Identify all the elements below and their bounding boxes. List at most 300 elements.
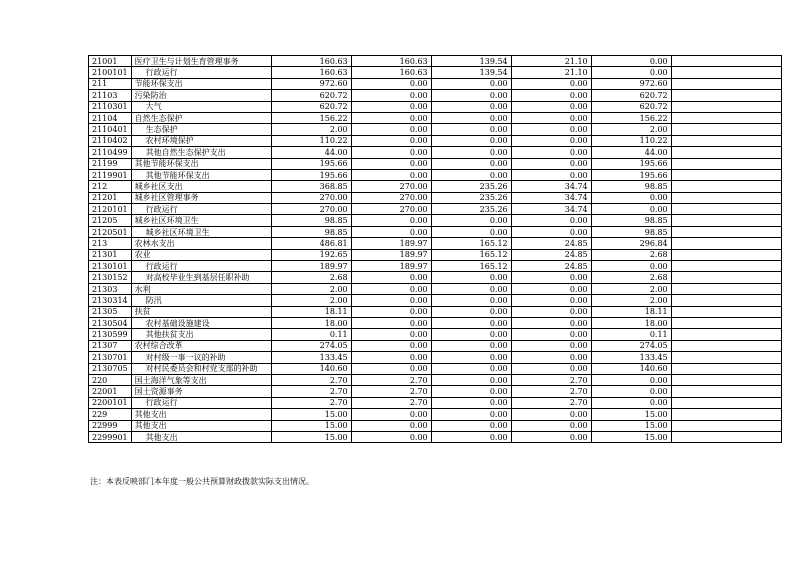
public-expenditure-cell: 0.00	[511, 306, 591, 317]
budget-table-body	[89, 56, 782, 443]
project-expenditure-cell: 620.72	[591, 101, 671, 112]
empty-cell	[671, 386, 781, 397]
subject-code-cell: 2130314	[89, 295, 132, 306]
personnel-expenditure-cell: 0.00	[431, 420, 511, 431]
table-row	[89, 78, 782, 89]
subject-code-cell: 22999	[89, 420, 132, 431]
total-cell: 486.81	[271, 238, 351, 249]
empty-cell	[671, 431, 781, 442]
project-expenditure-cell: 98.85	[591, 181, 671, 192]
personnel-expenditure-cell: 0.00	[431, 147, 511, 158]
basic-expenditure-cell: 2.70	[351, 374, 431, 385]
total-cell: 18.00	[271, 317, 351, 328]
total-cell: 160.63	[271, 56, 351, 67]
total-cell: 2.70	[271, 386, 351, 397]
project-expenditure-cell: 0.00	[591, 397, 671, 408]
subject-code-cell: 2130504	[89, 317, 132, 328]
basic-expenditure-cell: 189.97	[351, 261, 431, 272]
table-row	[89, 249, 782, 260]
empty-cell	[671, 340, 781, 351]
basic-expenditure-cell: 0.00	[351, 409, 431, 420]
total-cell: 368.85	[271, 181, 351, 192]
subject-name-cell: 生态保护	[131, 124, 271, 135]
basic-expenditure-cell: 0.00	[351, 306, 431, 317]
table-row	[89, 431, 782, 442]
table-row	[89, 101, 782, 112]
subject-name-cell: 节能环保支出	[131, 78, 271, 89]
empty-cell	[671, 226, 781, 237]
table-row	[89, 238, 782, 249]
total-cell: 2.00	[271, 124, 351, 135]
project-expenditure-cell: 972.60	[591, 78, 671, 89]
personnel-expenditure-cell: 0.00	[431, 90, 511, 101]
total-cell: 270.00	[271, 204, 351, 215]
public-expenditure-cell: 34.74	[511, 181, 591, 192]
project-expenditure-cell: 15.00	[591, 431, 671, 442]
public-expenditure-cell: 0.00	[511, 169, 591, 180]
personnel-expenditure-cell: 0.00	[431, 431, 511, 442]
subject-code-cell: 2100101	[89, 67, 132, 78]
public-expenditure-cell: 0.00	[511, 272, 591, 283]
basic-expenditure-cell: 0.00	[351, 226, 431, 237]
basic-expenditure-cell: 0.00	[351, 135, 431, 146]
public-expenditure-cell: 2.70	[511, 374, 591, 385]
personnel-expenditure-cell: 235.26	[431, 192, 511, 203]
subject-name-cell: 城乡社区管理事务	[131, 192, 271, 203]
subject-name-cell: 污染防治	[131, 90, 271, 101]
subject-code-cell: 2120501	[89, 226, 132, 237]
project-expenditure-cell: 15.00	[591, 420, 671, 431]
subject-name-cell: 农村基础设施建设	[131, 317, 271, 328]
subject-name-cell: 行政运行	[131, 204, 271, 215]
public-expenditure-cell: 0.00	[511, 158, 591, 169]
personnel-expenditure-cell: 0.00	[431, 340, 511, 351]
total-cell: 18.11	[271, 306, 351, 317]
subject-name-cell: 行政运行	[131, 397, 271, 408]
project-expenditure-cell: 140.60	[591, 363, 671, 374]
empty-cell	[671, 112, 781, 123]
project-expenditure-cell: 0.11	[591, 329, 671, 340]
empty-cell	[671, 101, 781, 112]
total-cell: 0.11	[271, 329, 351, 340]
total-cell: 2.00	[271, 283, 351, 294]
public-expenditure-cell: 0.00	[511, 135, 591, 146]
empty-cell	[671, 295, 781, 306]
personnel-expenditure-cell: 0.00	[431, 78, 511, 89]
empty-cell	[671, 329, 781, 340]
subject-code-cell: 2299901	[89, 431, 132, 442]
subject-code-cell: 21305	[89, 306, 132, 317]
subject-code-cell: 2200101	[89, 397, 132, 408]
personnel-expenditure-cell: 165.12	[431, 261, 511, 272]
subject-name-cell: 大气	[131, 101, 271, 112]
project-expenditure-cell: 156.22	[591, 112, 671, 123]
subject-name-cell: 行政运行	[131, 261, 271, 272]
table-row	[89, 181, 782, 192]
table-row	[89, 306, 782, 317]
table-row	[89, 317, 782, 328]
subject-code-cell: 211	[89, 78, 132, 89]
total-cell: 98.85	[271, 215, 351, 226]
public-expenditure-cell: 0.00	[511, 90, 591, 101]
project-expenditure-cell: 110.22	[591, 135, 671, 146]
empty-cell	[671, 306, 781, 317]
total-cell: 195.66	[271, 158, 351, 169]
basic-expenditure-cell: 0.00	[351, 420, 431, 431]
total-cell: 160.63	[271, 67, 351, 78]
personnel-expenditure-cell: 0.00	[431, 352, 511, 363]
subject-code-cell: 229	[89, 409, 132, 420]
public-expenditure-cell: 0.00	[511, 124, 591, 135]
project-expenditure-cell: 195.66	[591, 158, 671, 169]
basic-expenditure-cell: 0.00	[351, 90, 431, 101]
public-expenditure-cell: 0.00	[511, 317, 591, 328]
table-row	[89, 261, 782, 272]
personnel-expenditure-cell: 0.00	[431, 124, 511, 135]
table-row	[89, 158, 782, 169]
project-expenditure-cell: 2.68	[591, 272, 671, 283]
subject-name-cell: 城乡社区环境卫生	[131, 226, 271, 237]
subject-name-cell: 农林水支出	[131, 238, 271, 249]
table-row	[89, 169, 782, 180]
public-expenditure-cell: 0.00	[511, 329, 591, 340]
total-cell: 972.60	[271, 78, 351, 89]
personnel-expenditure-cell: 0.00	[431, 283, 511, 294]
table-row	[89, 386, 782, 397]
basic-expenditure-cell: 0.00	[351, 101, 431, 112]
basic-expenditure-cell: 0.00	[351, 340, 431, 351]
basic-expenditure-cell: 2.70	[351, 386, 431, 397]
personnel-expenditure-cell: 0.00	[431, 295, 511, 306]
empty-cell	[671, 181, 781, 192]
subject-name-cell: 其他自然生态保护支出	[131, 147, 271, 158]
basic-expenditure-cell: 0.00	[351, 158, 431, 169]
subject-code-cell: 2130705	[89, 363, 132, 374]
public-expenditure-cell: 0.00	[511, 295, 591, 306]
subject-code-cell: 21307	[89, 340, 132, 351]
subject-name-cell: 扶贫	[131, 306, 271, 317]
total-cell: 15.00	[271, 420, 351, 431]
table-row	[89, 124, 782, 135]
total-cell: 2.68	[271, 272, 351, 283]
table-row	[89, 226, 782, 237]
table-row	[89, 67, 782, 78]
personnel-expenditure-cell: 0.00	[431, 169, 511, 180]
basic-expenditure-cell: 0.00	[351, 112, 431, 123]
project-expenditure-cell: 44.00	[591, 147, 671, 158]
public-expenditure-cell: 34.74	[511, 192, 591, 203]
empty-cell	[671, 374, 781, 385]
personnel-expenditure-cell: 0.00	[431, 386, 511, 397]
total-cell: 620.72	[271, 90, 351, 101]
table-footnote: 注：本表反映部门本年度一般公共预算财政拨款实际支出情况。	[90, 477, 314, 486]
subject-code-cell: 212	[89, 181, 132, 192]
table-row	[89, 272, 782, 283]
total-cell: 110.22	[271, 135, 351, 146]
personnel-expenditure-cell: 0.00	[431, 158, 511, 169]
public-expenditure-cell: 0.00	[511, 431, 591, 442]
personnel-expenditure-cell: 165.12	[431, 249, 511, 260]
public-expenditure-cell: 0.00	[511, 409, 591, 420]
personnel-expenditure-cell: 0.00	[431, 272, 511, 283]
personnel-expenditure-cell: 139.54	[431, 67, 511, 78]
public-expenditure-cell: 0.00	[511, 363, 591, 374]
public-expenditure-cell: 0.00	[511, 420, 591, 431]
personnel-expenditure-cell: 0.00	[431, 317, 511, 328]
basic-expenditure-cell: 0.00	[351, 283, 431, 294]
empty-cell	[671, 135, 781, 146]
subject-name-cell: 对高校毕业生到基层任职补助	[131, 272, 271, 283]
subject-name-cell: 防汛	[131, 295, 271, 306]
personnel-expenditure-cell: 165.12	[431, 238, 511, 249]
basic-expenditure-cell: 189.97	[351, 238, 431, 249]
empty-cell	[671, 215, 781, 226]
basic-expenditure-cell: 160.63	[351, 56, 431, 67]
subject-code-cell: 21001	[89, 56, 132, 67]
project-expenditure-cell: 2.00	[591, 124, 671, 135]
subject-code-cell: 21301	[89, 249, 132, 260]
subject-code-cell: 2130701	[89, 352, 132, 363]
basic-expenditure-cell: 0.00	[351, 272, 431, 283]
total-cell: 140.60	[271, 363, 351, 374]
basic-expenditure-cell: 0.00	[351, 317, 431, 328]
personnel-expenditure-cell: 0.00	[431, 363, 511, 374]
public-expenditure-cell: 21.10	[511, 56, 591, 67]
empty-cell	[671, 261, 781, 272]
subject-name-cell: 国土资源事务	[131, 386, 271, 397]
subject-name-cell: 水利	[131, 283, 271, 294]
subject-name-cell: 其他节能环保支出	[131, 158, 271, 169]
table-row	[89, 147, 782, 158]
project-expenditure-cell: 0.00	[591, 192, 671, 203]
subject-name-cell: 农业	[131, 249, 271, 260]
total-cell: 189.97	[271, 261, 351, 272]
empty-cell	[671, 56, 781, 67]
table-row	[89, 397, 782, 408]
empty-cell	[671, 147, 781, 158]
subject-name-cell: 国土海洋气象等支出	[131, 374, 271, 385]
subject-code-cell: 2110402	[89, 135, 132, 146]
empty-cell	[671, 192, 781, 203]
basic-expenditure-cell: 270.00	[351, 192, 431, 203]
empty-cell	[671, 78, 781, 89]
basic-expenditure-cell: 0.00	[351, 295, 431, 306]
public-expenditure-cell: 21.10	[511, 67, 591, 78]
total-cell: 195.66	[271, 169, 351, 180]
subject-name-cell: 对村级一事一议的补助	[131, 352, 271, 363]
project-expenditure-cell: 2.68	[591, 249, 671, 260]
public-expenditure-cell: 0.00	[511, 352, 591, 363]
total-cell: 15.00	[271, 409, 351, 420]
subject-code-cell: 2110499	[89, 147, 132, 158]
personnel-expenditure-cell: 0.00	[431, 306, 511, 317]
basic-expenditure-cell: 189.97	[351, 249, 431, 260]
subject-name-cell: 农村环境保护	[131, 135, 271, 146]
personnel-expenditure-cell: 0.00	[431, 226, 511, 237]
empty-cell	[671, 352, 781, 363]
subject-code-cell: 21199	[89, 158, 132, 169]
subject-code-cell: 2130599	[89, 329, 132, 340]
project-expenditure-cell: 0.00	[591, 56, 671, 67]
subject-name-cell: 其他节能环保支出	[131, 169, 271, 180]
project-expenditure-cell: 0.00	[591, 67, 671, 78]
total-cell: 133.45	[271, 352, 351, 363]
empty-cell	[671, 67, 781, 78]
project-expenditure-cell: 0.00	[591, 204, 671, 215]
table-row	[89, 283, 782, 294]
empty-cell	[671, 249, 781, 260]
table-row	[89, 204, 782, 215]
project-expenditure-cell: 98.85	[591, 215, 671, 226]
table-row	[89, 90, 782, 101]
public-expenditure-cell: 34.74	[511, 204, 591, 215]
subject-name-cell: 其他支出	[131, 431, 271, 442]
subject-code-cell: 2110301	[89, 101, 132, 112]
project-expenditure-cell: 2.00	[591, 295, 671, 306]
total-cell: 15.00	[271, 431, 351, 442]
basic-expenditure-cell: 0.00	[351, 169, 431, 180]
basic-expenditure-cell: 160.63	[351, 67, 431, 78]
personnel-expenditure-cell: 235.26	[431, 181, 511, 192]
total-cell: 192.65	[271, 249, 351, 260]
basic-expenditure-cell: 270.00	[351, 204, 431, 215]
subject-code-cell: 2120101	[89, 204, 132, 215]
total-cell: 274.05	[271, 340, 351, 351]
project-expenditure-cell: 620.72	[591, 90, 671, 101]
empty-cell	[671, 363, 781, 374]
empty-cell	[671, 204, 781, 215]
public-expenditure-cell: 24.85	[511, 261, 591, 272]
public-expenditure-cell: 0.00	[511, 215, 591, 226]
subject-code-cell: 2119901	[89, 169, 132, 180]
public-expenditure-cell: 0.00	[511, 226, 591, 237]
table-row	[89, 112, 782, 123]
basic-expenditure-cell: 0.00	[351, 363, 431, 374]
table-row	[89, 329, 782, 340]
empty-cell	[671, 158, 781, 169]
subject-name-cell: 城乡社区环境卫生	[131, 215, 271, 226]
public-expenditure-cell: 2.70	[511, 386, 591, 397]
project-expenditure-cell: 2.00	[591, 283, 671, 294]
public-expenditure-cell: 24.85	[511, 238, 591, 249]
total-cell: 2.70	[271, 397, 351, 408]
project-expenditure-cell: 195.66	[591, 169, 671, 180]
project-expenditure-cell: 98.85	[591, 226, 671, 237]
personnel-expenditure-cell: 0.00	[431, 215, 511, 226]
subject-code-cell: 21201	[89, 192, 132, 203]
subject-name-cell: 对村民委员会和村党支部的补助	[131, 363, 271, 374]
budget-table	[88, 55, 782, 443]
basic-expenditure-cell: 0.00	[351, 215, 431, 226]
table-row	[89, 215, 782, 226]
subject-name-cell: 其他扶贫支出	[131, 329, 271, 340]
total-cell: 270.00	[271, 192, 351, 203]
empty-cell	[671, 124, 781, 135]
subject-code-cell: 220	[89, 374, 132, 385]
subject-code-cell: 22001	[89, 386, 132, 397]
total-cell: 620.72	[271, 101, 351, 112]
empty-cell	[671, 238, 781, 249]
public-expenditure-cell: 0.00	[511, 112, 591, 123]
project-expenditure-cell: 296.84	[591, 238, 671, 249]
subject-code-cell: 2130152	[89, 272, 132, 283]
total-cell: 44.00	[271, 147, 351, 158]
project-expenditure-cell: 15.00	[591, 409, 671, 420]
subject-code-cell: 2130101	[89, 261, 132, 272]
subject-code-cell: 21303	[89, 283, 132, 294]
public-expenditure-cell: 24.85	[511, 249, 591, 260]
empty-cell	[671, 397, 781, 408]
personnel-expenditure-cell: 0.00	[431, 101, 511, 112]
subject-name-cell: 农村综合改革	[131, 340, 271, 351]
table-row	[89, 409, 782, 420]
project-expenditure-cell: 0.00	[591, 386, 671, 397]
personnel-expenditure-cell: 235.26	[431, 204, 511, 215]
total-cell: 98.85	[271, 226, 351, 237]
project-expenditure-cell: 133.45	[591, 352, 671, 363]
project-expenditure-cell: 18.11	[591, 306, 671, 317]
basic-expenditure-cell: 2.70	[351, 397, 431, 408]
project-expenditure-cell: 0.00	[591, 374, 671, 385]
basic-expenditure-cell: 0.00	[351, 431, 431, 442]
table-row	[89, 363, 782, 374]
empty-cell	[671, 420, 781, 431]
table-row	[89, 56, 782, 67]
basic-expenditure-cell: 270.00	[351, 181, 431, 192]
subject-code-cell: 21104	[89, 112, 132, 123]
empty-cell	[671, 90, 781, 101]
public-expenditure-cell: 0.00	[511, 147, 591, 158]
table-row	[89, 374, 782, 385]
table-row	[89, 192, 782, 203]
total-cell: 2.70	[271, 374, 351, 385]
personnel-expenditure-cell: 0.00	[431, 397, 511, 408]
personnel-expenditure-cell: 0.00	[431, 135, 511, 146]
total-cell: 156.22	[271, 112, 351, 123]
subject-name-cell: 其他支出	[131, 420, 271, 431]
total-cell: 2.00	[271, 295, 351, 306]
table-row	[89, 352, 782, 363]
basic-expenditure-cell: 0.00	[351, 78, 431, 89]
subject-name-cell: 其他支出	[131, 409, 271, 420]
public-expenditure-cell: 0.00	[511, 78, 591, 89]
public-expenditure-cell: 0.00	[511, 340, 591, 351]
basic-expenditure-cell: 0.00	[351, 147, 431, 158]
subject-code-cell: 21103	[89, 90, 132, 101]
table-row	[89, 340, 782, 351]
table-row	[89, 295, 782, 306]
personnel-expenditure-cell: 0.00	[431, 374, 511, 385]
project-expenditure-cell: 0.00	[591, 261, 671, 272]
basic-expenditure-cell: 0.00	[351, 124, 431, 135]
basic-expenditure-cell: 0.00	[351, 329, 431, 340]
empty-cell	[671, 272, 781, 283]
subject-code-cell: 2110401	[89, 124, 132, 135]
subject-name-cell: 行政运行	[131, 67, 271, 78]
project-expenditure-cell: 274.05	[591, 340, 671, 351]
basic-expenditure-cell: 0.00	[351, 352, 431, 363]
empty-cell	[671, 283, 781, 294]
public-expenditure-cell: 0.00	[511, 101, 591, 112]
empty-cell	[671, 169, 781, 180]
empty-cell	[671, 317, 781, 328]
subject-code-cell: 21205	[89, 215, 132, 226]
personnel-expenditure-cell: 0.00	[431, 329, 511, 340]
subject-code-cell: 213	[89, 238, 132, 249]
table-row	[89, 135, 782, 146]
public-expenditure-cell: 2.70	[511, 397, 591, 408]
subject-name-cell: 医疗卫生与计划生育管理事务	[131, 56, 271, 67]
